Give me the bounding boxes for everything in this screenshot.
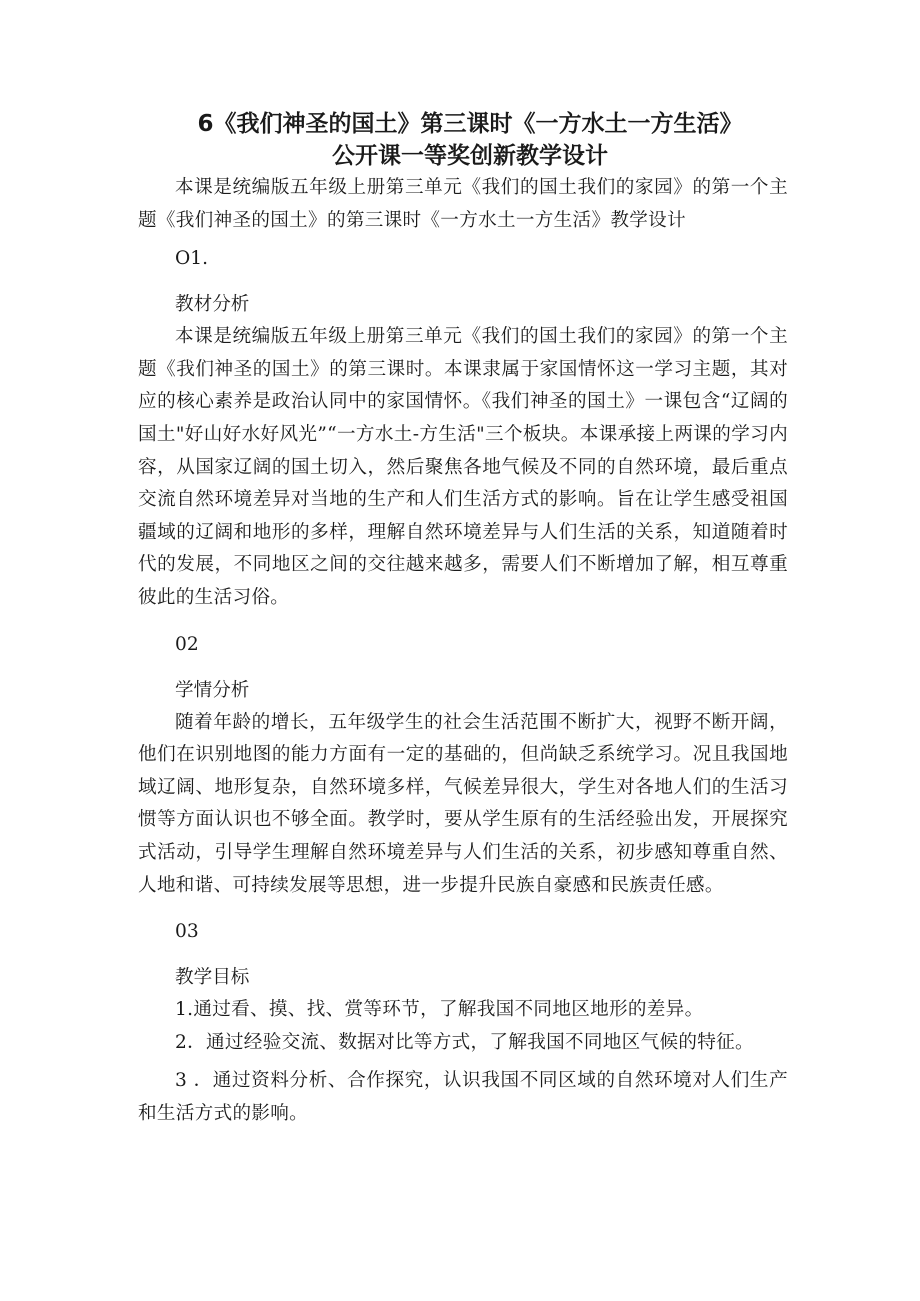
section-heading-teaching-goals: 教学目标 (175, 967, 250, 989)
section-number-1: O1. (175, 248, 208, 270)
goal-item-3: 3 ．通过资料分析、合作探究，认识我国不同区域的自然环境对人们生产和生活方式的影响。 (138, 1070, 788, 1124)
section-number-3: 03 (175, 921, 199, 943)
section-number-2: 02 (175, 633, 199, 655)
section-body-student-analysis: 随着年龄的增长，五年级学生的社会生活范围不断扩大，视野不断开阔，他们在识别地图的能力方面有一定的基础的，但尚缺乏系统学习。况且我国地域辽阔、地形复杂，自然环境多样，气候差异很大，学生对各地人们的生活习惯等方面认识也不够全面。教学时，要从学生原有的生活经验出发，开展探究式活动，引导学生理解自然环境差异与人们生活的关系，初步感知尊重自然、人地和谐、可持续发展等思想，进一步提升民族自豪感和民族责任感。 (138, 711, 788, 896)
title-line-2: 公开课一等奖创新教学设计 (332, 143, 608, 169)
goal-item-2: 2．通过经验交流、数据对比等方式，了解我国不同地区气候的特征。 (175, 1031, 754, 1053)
goal-item-1: 1.通过看、摸、找、赏等环节，了解我国不同地区地形的差异。 (175, 999, 704, 1021)
document-title (138, 108, 788, 172)
document-page (138, 108, 788, 1130)
section-body-textbook-analysis: 本课是统编版五年级上册第三单元《我们的国土我们的家园》的第一个主题《我们神圣的国土》的第三课时。本课隶属于家国情怀这一学习主题，其对应的核心素养是政治认同中的家国情怀。《我们神圣的国土》一课包含“辽阔的国土"好山好水好风光”“一方水土-方生活"三个板块。本课承接上两课的学习内容，从国家辽阔的国土切入，然后聚焦各地气候及不同的自然环境，最后重点交流自然环境差异对当地的生产和人们生活方式的影响。旨在让学生感受祖国疆域的辽阔和地形的多样，理解自然环境差异与人们生活的关系，知道随着时代的发展，不同地区之间的交往越来越多，需要人们不断增加了解，相互尊重彼此的生活习俗。 (138, 326, 788, 608)
title-line-1: 6《我们神圣的国土》第三课时《一方水土一方生活》 (197, 111, 743, 137)
section-heading-textbook-analysis: 教材分析 (175, 294, 250, 316)
intro-paragraph: 本课是统编版五年级上册第三单元《我们的国土我们的家园》的第一个主题《我们神圣的国土》的第三课时《一方水土一方生活》教学设计 (138, 177, 788, 231)
section-heading-student-analysis: 学情分析 (175, 679, 250, 701)
